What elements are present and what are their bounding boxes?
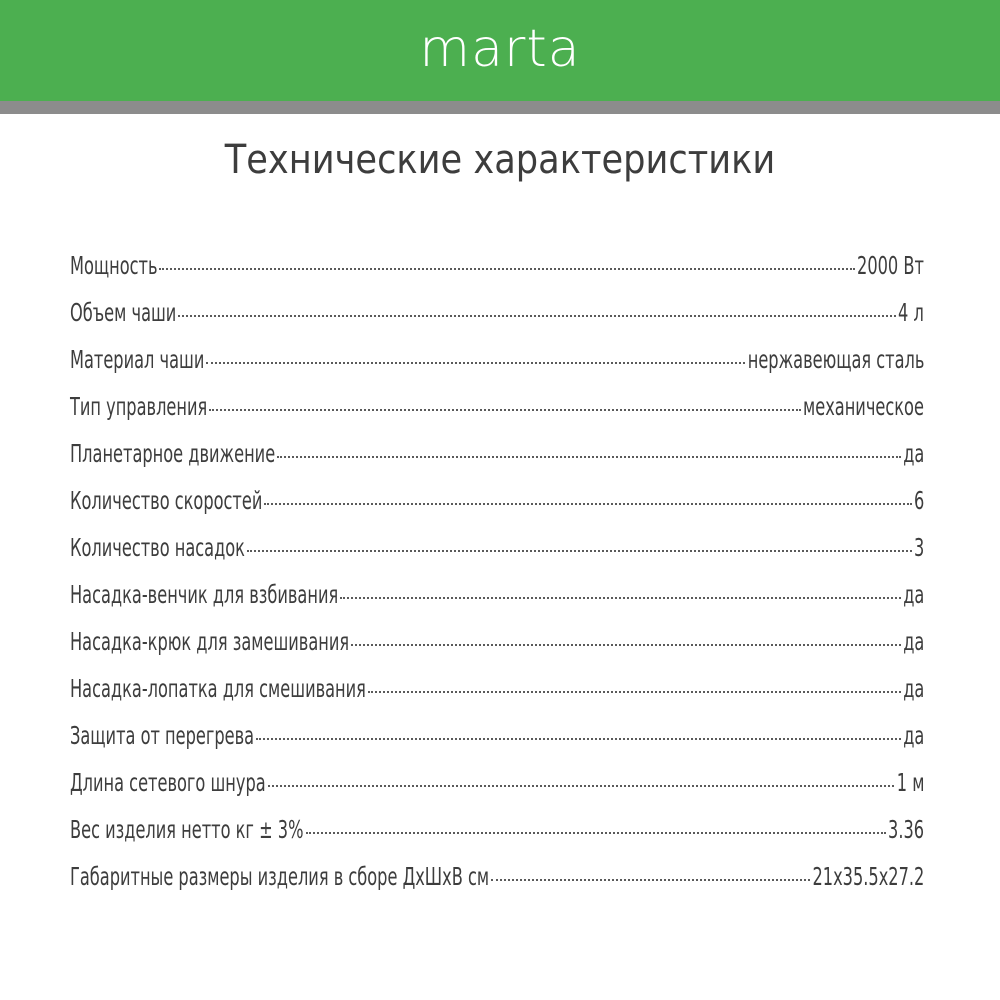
- dot-leader: [178, 315, 896, 317]
- header-stripe: [0, 101, 1000, 114]
- spec-value: 3: [913, 533, 924, 562]
- spec-row: [70, 392, 924, 439]
- spec-row: [70, 862, 924, 909]
- dot-leader: [159, 268, 855, 270]
- dot-leader: [256, 738, 901, 740]
- spec-value: 21x35.5x27.2: [812, 862, 924, 891]
- spec-label: Материал чаши: [70, 345, 205, 374]
- dot-leader: [247, 550, 912, 552]
- brand-logo: marta: [419, 19, 581, 79]
- spec-value: 3.36: [887, 815, 924, 844]
- spec-value: 6: [913, 486, 924, 515]
- spec-label: Планетарное движение: [70, 439, 276, 468]
- dot-leader: [491, 879, 810, 881]
- spec-label: Насадка-венчик для взбивания: [70, 580, 339, 609]
- spec-list: [70, 251, 924, 909]
- spec-value: нержавеющая сталь: [747, 345, 924, 374]
- spec-row: [70, 251, 924, 298]
- spec-label: Количество насадок: [70, 533, 245, 562]
- spec-row: [70, 439, 924, 486]
- spec-label: Длина сетевого шнура: [70, 768, 266, 797]
- spec-value: 4 л: [898, 298, 924, 327]
- spec-value: 2000 Вт: [857, 251, 924, 280]
- spec-row: [70, 721, 924, 768]
- spec-value: да: [902, 580, 924, 609]
- spec-label: Количество скоростей: [70, 486, 263, 515]
- dot-leader: [209, 409, 801, 411]
- spec-row: [70, 674, 924, 721]
- spec-label: Насадка-лопатка для смешивания: [70, 674, 366, 703]
- spec-value: да: [902, 439, 924, 468]
- spec-value: да: [902, 721, 924, 750]
- dot-leader: [306, 832, 886, 834]
- spec-label: Вес изделия нетто кг ± 3%: [70, 815, 304, 844]
- spec-row: [70, 768, 924, 815]
- dot-leader: [340, 597, 901, 599]
- dot-leader: [268, 785, 895, 787]
- dot-leader: [264, 503, 911, 505]
- dot-leader: [206, 362, 745, 364]
- spec-label: Габаритные размеры изделия в сборе ДхШхВ см: [70, 862, 490, 891]
- spec-row: [70, 486, 924, 533]
- spec-row: [70, 345, 924, 392]
- dot-leader: [351, 644, 901, 646]
- page-title: Технические характеристики: [224, 137, 776, 183]
- spec-label: Насадка-крюк для замешивания: [70, 627, 350, 656]
- dot-leader: [368, 691, 901, 693]
- spec-value: 1 м: [896, 768, 924, 797]
- spec-row: [70, 815, 924, 862]
- spec-value: да: [902, 627, 924, 656]
- spec-row: [70, 627, 924, 674]
- spec-row: [70, 298, 924, 345]
- spec-label: Тип управления: [70, 392, 208, 421]
- spec-row: [70, 580, 924, 627]
- spec-label: Защита от перегрева: [70, 721, 255, 750]
- spec-value: да: [902, 674, 924, 703]
- spec-label: Мощность: [70, 251, 158, 280]
- spec-label: Объем чаши: [70, 298, 177, 327]
- spec-value: механическое: [803, 392, 924, 421]
- spec-row: [70, 533, 924, 580]
- dot-leader: [277, 456, 901, 458]
